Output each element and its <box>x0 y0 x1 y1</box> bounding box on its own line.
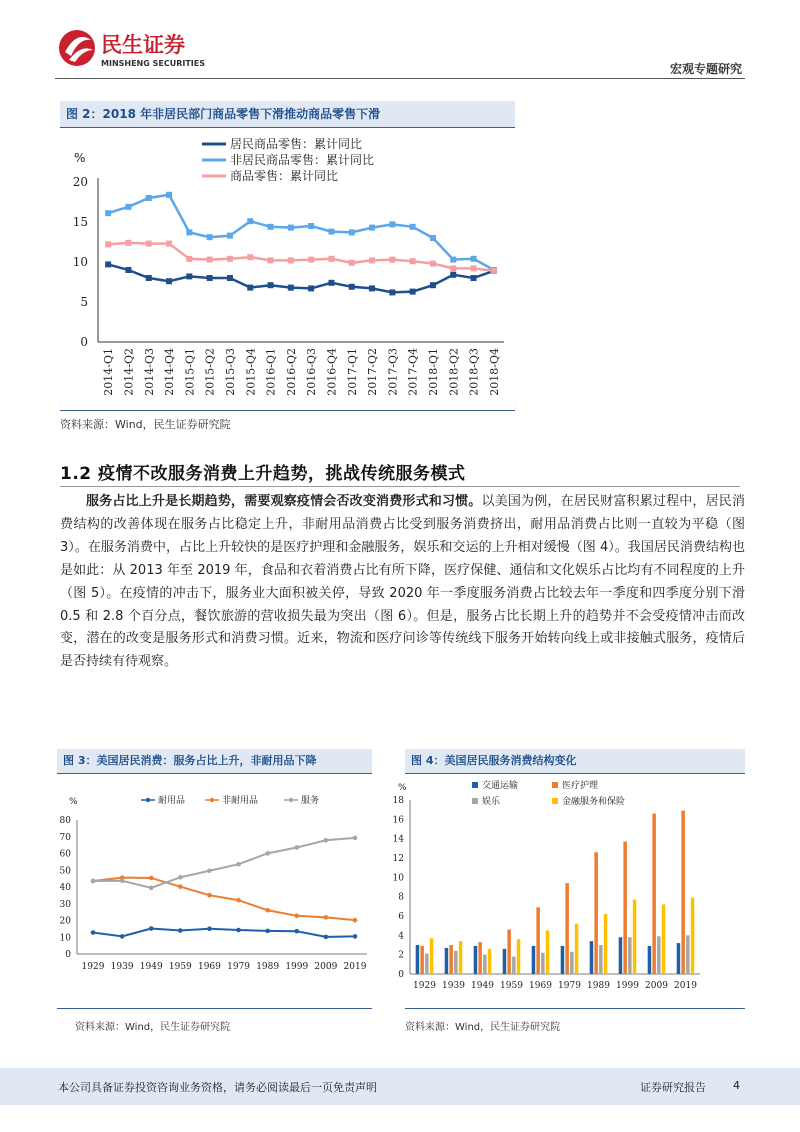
data-point <box>265 929 270 934</box>
legend-swatch <box>472 782 478 788</box>
x-tick-label: 1969 <box>529 981 552 991</box>
data-point <box>207 234 213 240</box>
section-lead: 服务占比上升是长期趋势，需要观察疫情会否改变消费形式和习惯。 <box>86 494 482 509</box>
data-point <box>369 225 375 231</box>
legend-label: 耐用品 <box>158 796 186 806</box>
y-tick-label: 6 <box>398 912 404 922</box>
x-tick-label: 1929 <box>413 981 436 991</box>
x-tick-label: 2017-Q1 <box>345 348 359 396</box>
figure-3-source: 资料来源：Wind，民生证券研究院 <box>75 1022 231 1033</box>
section-body <box>60 491 745 674</box>
data-point <box>247 285 253 291</box>
bar <box>541 953 545 974</box>
data-point <box>349 284 355 290</box>
data-point <box>349 260 355 266</box>
bar <box>507 930 511 974</box>
y-tick-label: 40 <box>59 883 71 893</box>
y-tick-label: 80 <box>59 816 71 826</box>
data-point <box>227 233 233 239</box>
x-tick-label: 2016-Q3 <box>305 348 319 396</box>
data-point <box>236 862 241 867</box>
footer-disclaimer: 本公司具备证券投资咨询业务资格，请务必阅读最后一页免责声明 <box>58 1081 377 1094</box>
data-point <box>268 257 274 263</box>
x-tick-label: 1949 <box>471 981 494 991</box>
data-point <box>410 289 416 295</box>
bar <box>445 948 449 974</box>
bar <box>561 946 565 974</box>
x-tick-label: 2018-Q4 <box>487 348 501 396</box>
x-tick-label: 1979 <box>227 962 251 972</box>
x-tick-label: 2014-Q3 <box>142 348 156 396</box>
bar <box>619 937 623 974</box>
bar <box>662 904 666 974</box>
x-tick-label: 2015-Q3 <box>223 348 237 396</box>
y-tick-label: 4 <box>398 931 404 942</box>
data-point <box>268 282 274 288</box>
y-tick-label: 60 <box>59 849 71 860</box>
data-point <box>328 229 334 235</box>
data-point <box>149 886 154 891</box>
data-point <box>227 275 233 281</box>
data-point <box>247 254 253 260</box>
x-tick-label: 1939 <box>442 981 465 991</box>
data-point <box>294 929 299 934</box>
logo-mark <box>59 30 95 66</box>
x-tick-label: 2016-Q1 <box>264 348 278 396</box>
bar <box>512 957 516 974</box>
data-point <box>207 868 212 873</box>
data-point <box>186 273 192 279</box>
legend-label: 娱乐 <box>482 797 501 807</box>
x-tick-label: 1989 <box>587 981 610 991</box>
x-tick-label: 1989 <box>256 962 280 972</box>
legend-swatch <box>552 782 558 788</box>
y-tick-label: 20 <box>59 916 71 927</box>
data-point <box>288 285 294 291</box>
x-tick-label: 2018-Q2 <box>447 348 461 396</box>
y-tick-label: 0 <box>80 335 88 349</box>
footer-report-type: 证券研究报告 <box>640 1081 706 1094</box>
data-point <box>288 225 294 231</box>
figure-2-chart <box>60 130 520 410</box>
bar <box>416 945 420 974</box>
data-point <box>105 210 111 216</box>
bar <box>459 941 463 974</box>
data-point <box>146 241 152 247</box>
y-unit-label: % <box>69 797 78 807</box>
x-tick-label: 2016-Q2 <box>284 348 298 396</box>
bar <box>478 942 482 974</box>
data-point <box>247 218 253 224</box>
bar <box>454 951 458 974</box>
data-point <box>91 879 96 884</box>
bar <box>628 937 632 974</box>
data-point <box>308 257 314 263</box>
figure-4-source-rule <box>405 1008 745 1009</box>
data-point <box>450 257 456 263</box>
legend-swatch <box>472 798 478 804</box>
bar <box>633 900 637 974</box>
figure-3-title: 图 3：美国居民消费：服务占比上升，非耐用品下降 <box>57 749 372 773</box>
data-point <box>105 241 111 247</box>
bar <box>604 914 608 974</box>
y-tick-label: 15 <box>72 215 88 229</box>
data-point <box>308 285 314 291</box>
page-footer <box>0 1068 800 1105</box>
data-point <box>430 261 436 267</box>
y-tick-label: 5 <box>80 295 88 309</box>
data-point <box>207 926 212 931</box>
figure-3-source-rule <box>57 1008 372 1009</box>
x-tick-label: 2017-Q2 <box>366 348 380 396</box>
data-point <box>207 257 213 263</box>
x-tick-label: 1979 <box>558 981 581 991</box>
data-point <box>125 204 131 210</box>
legend-label: 服务 <box>301 796 320 806</box>
x-tick-label: 2015-Q4 <box>244 348 258 396</box>
section-title: 1.2 疫情不改服务消费上升趋势，挑战传统服务模式 <box>60 464 466 484</box>
y-unit-label: % <box>74 151 86 165</box>
data-point <box>349 229 355 235</box>
logo-cn-text: 民生证券 <box>101 33 185 57</box>
legend-label: 商品零售：累计同比 <box>230 169 339 183</box>
data-point <box>471 256 477 262</box>
x-tick-label: 1929 <box>81 962 105 972</box>
y-tick-label: 16 <box>392 815 404 826</box>
bar <box>430 938 434 974</box>
legend-label: 金融服务和保险 <box>562 797 626 807</box>
x-tick-label: 2014-Q1 <box>102 348 116 396</box>
bar <box>677 943 681 974</box>
logo-en-text: MINSHENG SECURITIES <box>101 59 205 68</box>
y-tick-label: 0 <box>398 970 404 980</box>
series-line <box>93 838 355 888</box>
data-point <box>105 261 111 267</box>
data-point <box>120 879 125 884</box>
y-tick-label: 10 <box>392 873 404 884</box>
x-tick-label: 2018-Q3 <box>467 348 481 396</box>
legend-label: 医疗护理 <box>562 781 599 791</box>
x-tick-label: 1939 <box>110 962 134 972</box>
bar <box>483 955 487 974</box>
series-line <box>93 929 355 937</box>
data-point <box>178 884 183 889</box>
data-point <box>471 275 477 281</box>
section-divider <box>60 486 740 487</box>
figure-2-source-rule <box>60 410 515 411</box>
bar <box>681 811 685 974</box>
x-tick-label: 2014-Q2 <box>122 348 136 396</box>
x-tick-label: 2017-Q4 <box>406 348 420 396</box>
data-point <box>146 275 152 281</box>
minsheng-logo <box>55 22 255 74</box>
series-line <box>108 195 494 270</box>
x-tick-label: 2009 <box>645 981 668 991</box>
page-number: 4 <box>733 1079 740 1092</box>
bar <box>594 852 598 974</box>
x-tick-label: 1969 <box>197 962 221 972</box>
section-paragraph: 以美国为例，在居民财富积累过程中，居民消费结构的改善体现在服务占比稳定上升，非耐用品消费占比受到服务消费挤出，耐用品消费占比则一直较为平稳（图 3）。在服务消费中，占比上升较快的是医疗护理和金融服务，娱乐和交运的上升相对缓慢（图 4）。我国居民消费结构也是如此：从 2013 年至 2019 年，食品和衣着消费占比有所下降，医疗保健、通信和文化娱乐占比均有不同程度的上升（图 5）。在疫情的冲击下，服务业大面积被关停，导致 2020 年一季度服务消费占比较去年一季度和四季度分别下滑 0.5 和 2.8 个百分点，餐饮旅游的营收损失最为突出（图 6）。但是，服务占比长期上升的趋势并不会受疫情冲击而改变，潜在的改变是服务形式和消费习惯。近来，物流和医疗问诊等传统线下服务开始转向线上或非接触式服务，疫情后是否持续有待观察。 <box>60 494 745 670</box>
y-tick-label: 10 <box>59 933 71 944</box>
legend-label: 非耐用品 <box>222 796 259 806</box>
bar <box>599 945 603 974</box>
x-tick-label: 2016-Q4 <box>325 348 339 396</box>
data-point <box>308 223 314 229</box>
bar <box>503 949 507 974</box>
data-point <box>236 898 241 903</box>
data-point <box>149 926 154 931</box>
x-tick-label: 1949 <box>139 962 163 972</box>
data-point <box>324 935 329 940</box>
data-point <box>178 928 183 933</box>
data-point <box>410 258 416 264</box>
data-point <box>410 224 416 230</box>
bar <box>536 907 540 974</box>
y-tick-label: 18 <box>392 796 404 806</box>
data-point <box>389 289 395 295</box>
data-point <box>268 224 274 230</box>
y-tick-label: 0 <box>65 950 71 960</box>
data-point <box>324 838 329 843</box>
figure-2-source: 资料来源：Wind，民生证券研究院 <box>60 418 231 431</box>
document-type: 宏观专题研究 <box>669 62 742 76</box>
legend-label: 交通运输 <box>482 781 519 791</box>
y-tick-label: 50 <box>59 866 71 877</box>
data-point <box>353 934 358 939</box>
figure-3-title-rule <box>57 773 372 774</box>
bar <box>686 935 690 974</box>
bar <box>488 949 492 974</box>
series-line <box>108 243 494 271</box>
bar <box>565 883 569 974</box>
bar <box>652 814 656 974</box>
data-point <box>369 257 375 263</box>
legend-swatch <box>552 798 558 804</box>
data-point <box>91 930 96 935</box>
data-point <box>389 257 395 263</box>
figure-2-title: 图 2：2018 年非居民部门商品零售下滑推动商品零售下滑 <box>60 101 515 127</box>
data-point <box>353 836 358 841</box>
series-line <box>108 264 494 292</box>
bar <box>449 945 453 974</box>
x-tick-label: 2019 <box>674 981 697 991</box>
legend-label: 非居民商品零售：累计同比 <box>230 153 375 167</box>
y-tick-label: 10 <box>72 255 88 269</box>
data-point <box>207 275 213 281</box>
data-point <box>324 915 329 920</box>
bar <box>691 898 695 974</box>
figure-4-title-rule <box>405 773 745 774</box>
bar <box>575 924 579 974</box>
x-tick-label: 2014-Q4 <box>163 348 177 396</box>
bar <box>517 939 521 974</box>
legend-marker <box>210 798 214 802</box>
header-divider <box>55 78 745 79</box>
y-tick-label: 12 <box>392 854 404 864</box>
y-tick-label: 2 <box>398 950 404 961</box>
data-point <box>149 876 154 881</box>
data-point <box>186 256 192 262</box>
figure-4-source: 资料来源：Wind，民生证券研究院 <box>405 1022 561 1033</box>
y-unit-label: % <box>398 783 407 793</box>
bar <box>420 946 424 974</box>
y-tick-label: 8 <box>398 892 404 903</box>
x-tick-label: 2015-Q2 <box>203 348 217 396</box>
data-point <box>491 268 497 274</box>
data-point <box>353 918 358 923</box>
legend-marker <box>146 798 150 802</box>
data-point <box>166 192 172 198</box>
bar <box>474 946 478 974</box>
bar <box>425 954 429 974</box>
x-tick-label: 2017-Q3 <box>386 348 400 396</box>
data-point <box>328 256 334 262</box>
bar <box>623 842 627 974</box>
data-point <box>178 875 183 880</box>
data-point <box>166 278 172 284</box>
data-point <box>369 285 375 291</box>
data-point <box>207 893 212 898</box>
x-tick-label: 1999 <box>616 981 639 991</box>
data-point <box>430 282 436 288</box>
figure-4-chart <box>380 776 750 1006</box>
data-point <box>236 928 241 933</box>
x-tick-label: 2019 <box>343 962 367 972</box>
bar <box>657 936 661 974</box>
figure-2-title-rule <box>60 127 515 128</box>
bar <box>570 952 574 974</box>
data-point <box>120 934 125 939</box>
figure-3-chart <box>57 776 377 1006</box>
data-point <box>389 221 395 227</box>
x-tick-label: 1959 <box>500 981 523 991</box>
legend-marker <box>289 798 293 802</box>
data-point <box>186 229 192 235</box>
data-point <box>328 280 334 286</box>
data-point <box>294 845 299 850</box>
data-point <box>450 265 456 271</box>
x-tick-label: 1959 <box>168 962 192 972</box>
bar <box>532 946 536 974</box>
data-point <box>166 241 172 247</box>
data-point <box>450 272 456 278</box>
data-point <box>471 265 477 271</box>
bar <box>546 931 550 975</box>
figure-4-title: 图 4：美国居民服务消费结构变化 <box>405 749 745 773</box>
data-point <box>265 851 270 856</box>
data-point <box>125 240 131 246</box>
data-point <box>265 908 270 913</box>
bar <box>648 946 652 974</box>
x-tick-label: 2015-Q1 <box>183 348 197 396</box>
bar <box>590 941 594 974</box>
x-tick-label: 2018-Q1 <box>426 348 440 396</box>
y-tick-label: 70 <box>59 832 71 843</box>
y-tick-label: 14 <box>392 834 404 845</box>
y-tick-label: 30 <box>59 899 71 910</box>
x-tick-label: 2009 <box>314 962 338 972</box>
data-point <box>288 257 294 263</box>
data-point <box>227 256 233 262</box>
x-tick-label: 1999 <box>285 962 309 972</box>
y-tick-label: 20 <box>72 175 88 189</box>
data-point <box>294 914 299 919</box>
data-point <box>146 195 152 201</box>
legend-label: 居民商品零售：累计同比 <box>230 137 363 151</box>
data-point <box>125 267 131 273</box>
data-point <box>430 235 436 241</box>
